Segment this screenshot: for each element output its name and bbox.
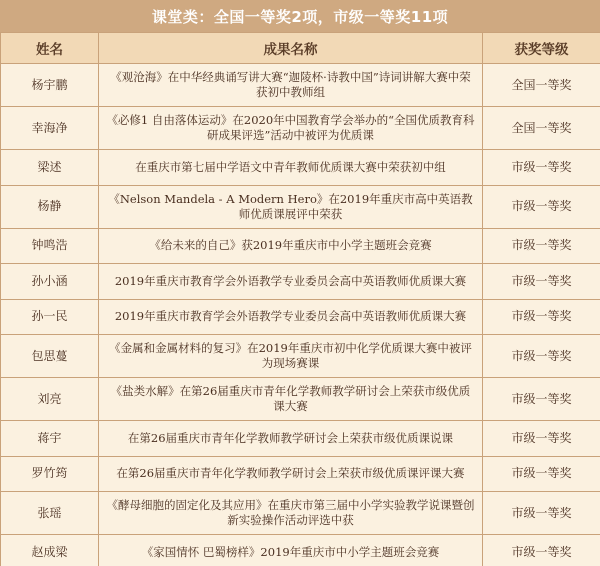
- table-row: [1, 378, 600, 421]
- award-level: 市级一等奖: [483, 150, 600, 186]
- table-body: [1, 64, 600, 566]
- table-row: [1, 335, 600, 378]
- table-row: [1, 228, 600, 264]
- teacher-name: 罗竹筠: [1, 456, 99, 492]
- teacher-name: 钟鸣浩: [1, 228, 99, 264]
- achievement-title: 《给未来的自己》获2019年重庆市中小学主题班会竞赛: [99, 228, 483, 264]
- achievement-title: 《家国情怀 巴蜀榜样》2019年重庆市中小学主题班会竞赛: [99, 535, 483, 566]
- teacher-name: 孙小涵: [1, 264, 99, 300]
- achievement-title: 在重庆市第七届中学语文中青年教师优质课大赛中荣获初中组: [99, 150, 483, 186]
- table-row: [1, 535, 600, 566]
- table-row: [1, 299, 600, 335]
- award-level: 市级一等奖: [483, 535, 600, 566]
- teacher-name: 梁述: [1, 150, 99, 186]
- header-name: 姓名: [1, 33, 99, 64]
- achievement-title: 《必修1 自由落体运动》在2020年中国教育学会举办的“全国优质教育科研成果评选”活动中被评为优质课: [99, 107, 483, 150]
- award-level: 全国一等奖: [483, 107, 600, 150]
- header-level: 获奖等级: [483, 33, 600, 64]
- table-row: [1, 185, 600, 228]
- teacher-name: 孙一民: [1, 299, 99, 335]
- award-level: 市级一等奖: [483, 378, 600, 421]
- teacher-name: 张瑶: [1, 492, 99, 535]
- table-row: [1, 107, 600, 150]
- achievement-title: 《酵母细胞的固定化及其应用》在重庆市第三届中小学实验教学说课暨创新实验操作活动评选中获: [99, 492, 483, 535]
- award-level: 全国一等奖: [483, 64, 600, 107]
- header-title: 成果名称: [99, 33, 483, 64]
- award-level: 市级一等奖: [483, 335, 600, 378]
- table-row: [1, 492, 600, 535]
- achievement-title: 在第26届重庆市青年化学教师教学研讨会上荣获市级优质课评课大赛: [99, 456, 483, 492]
- teacher-name: 杨静: [1, 185, 99, 228]
- award-level: 市级一等奖: [483, 264, 600, 300]
- teacher-name: 杨宇鹏: [1, 64, 99, 107]
- award-level: 市级一等奖: [483, 492, 600, 535]
- achievement-title: 《盐类水解》在第26届重庆市青年化学教师教学研讨会上荣获市级优质课大赛: [99, 378, 483, 421]
- table-row: [1, 421, 600, 457]
- teacher-name: 幸海净: [1, 107, 99, 150]
- achievement-title: 《金属和金属材料的复习》在2019年重庆市初中化学优质课大赛中被评为现场赛课: [99, 335, 483, 378]
- table-row: [1, 150, 600, 186]
- table-row: [1, 264, 600, 300]
- award-level: 市级一等奖: [483, 228, 600, 264]
- table-header: [1, 33, 600, 64]
- achievement-title: 《Nelson Mandela - A Modern Hero》在2019年重庆市高中英语教师优质课展评中荣获: [99, 185, 483, 228]
- achievement-title: 在第26届重庆市青年化学教师教学研讨会上荣获市级优质课说课: [99, 421, 483, 457]
- awards-table: [0, 32, 600, 566]
- table-row: [1, 64, 600, 107]
- achievement-title: 《观沧海》在中华经典诵写讲大赛“迦陵杯·诗教中国”诗词讲解大赛中荣获初中教师组: [99, 64, 483, 107]
- award-level: 市级一等奖: [483, 421, 600, 457]
- award-level: 市级一等奖: [483, 299, 600, 335]
- achievement-title: 2019年重庆市教育学会外语教学专业委员会高中英语教师优质课大赛: [99, 264, 483, 300]
- teacher-name: 刘亮: [1, 378, 99, 421]
- award-level: 市级一等奖: [483, 456, 600, 492]
- teacher-name: 蒋宇: [1, 421, 99, 457]
- category-banner: 课堂类：全国一等奖2项，市级一等奖11项: [0, 0, 600, 32]
- achievement-title: 2019年重庆市教育学会外语教学专业委员会高中英语教师优质课大赛: [99, 299, 483, 335]
- table-row: [1, 456, 600, 492]
- award-level: 市级一等奖: [483, 185, 600, 228]
- teacher-name: 包思蔓: [1, 335, 99, 378]
- teacher-name: 赵成梁: [1, 535, 99, 566]
